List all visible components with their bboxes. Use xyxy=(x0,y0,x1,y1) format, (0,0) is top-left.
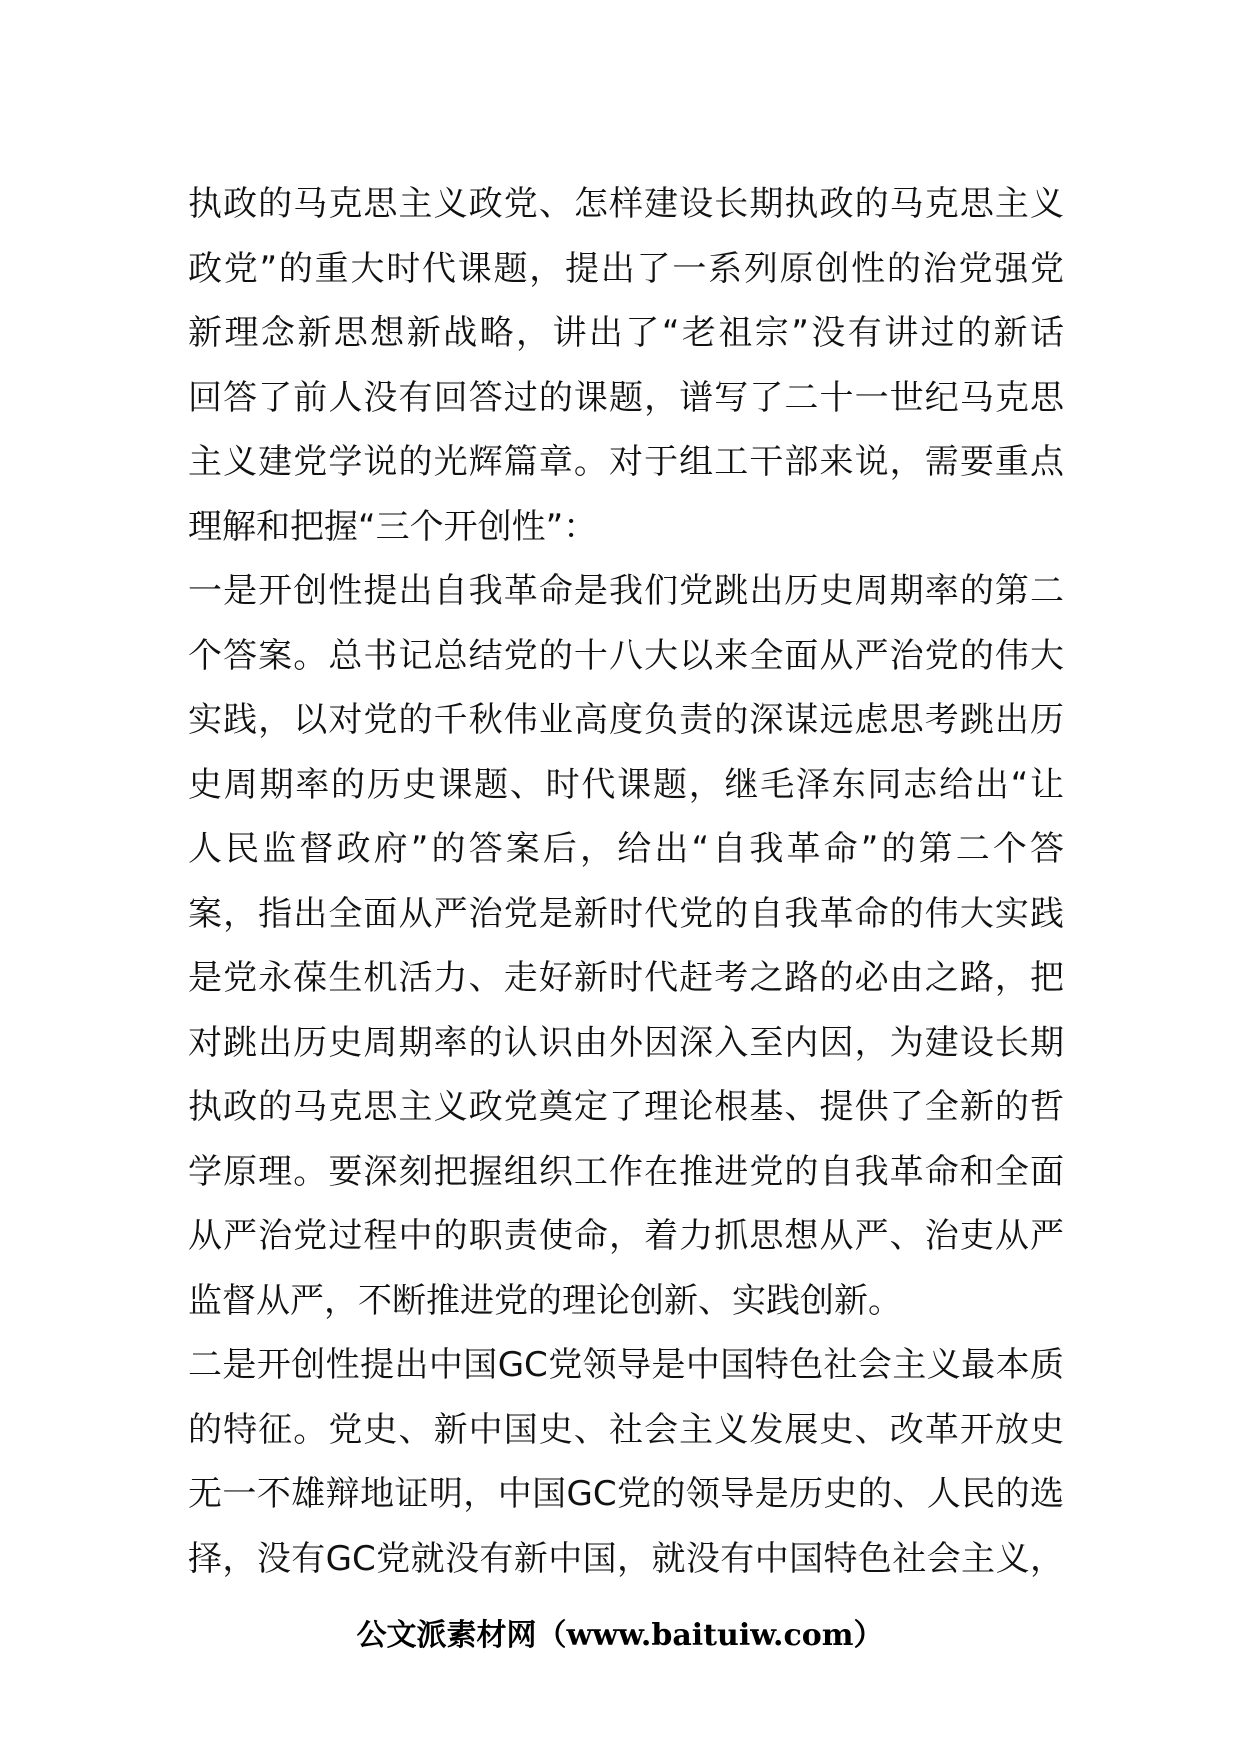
text-line: 理解和把握“三个开创性”： xyxy=(188,506,598,547)
text-line: 案，指出全面从严治党是新时代党的自我革命的伟大实践 xyxy=(188,893,1064,934)
text-line: 主义建党学说的光辉篇章。对于组工干部来说，需要重点 xyxy=(188,442,1064,482)
text-line: 人民监督政府”的答案后，给出“自我革命”的第二个答 xyxy=(188,829,1064,869)
text-line: 一是开创性提出自我革命是我们党跳出历史周期率的第二 xyxy=(188,571,1064,611)
body-text xyxy=(188,172,1064,1591)
text-line: 对跳出历史周期率的认识由外因深入至内因，为建设长期 xyxy=(188,1022,1064,1063)
text-line: 的特征。党史、新中国史、社会主义发展史、改革开放史 xyxy=(188,1409,1064,1450)
text-line: 二是开创性提出中国GC党领导是中国特色社会主义最本质 xyxy=(188,1345,1064,1385)
text-line: 回答了前人没有回答过的课题，谱写了二十一世纪马克思 xyxy=(188,377,1064,418)
text-line: 个答案。总书记总结党的十八大以来全面从严治党的伟大 xyxy=(188,635,1064,676)
text-line: 是党永葆生机活力、走好新时代赶考之路的必由之路，把 xyxy=(188,958,1064,998)
text-line: 政党”的重大时代课题，提出了一系列原创性的治党强党 xyxy=(188,248,1064,289)
text-line: 监督从严，不断推进党的理论创新、实践创新。 xyxy=(188,1280,902,1321)
text-line: 执政的马克思主义政党、怎样建设长期执政的马克思主义 xyxy=(188,184,1064,224)
text-line: 史周期率的历史课题、时代课题，继毛泽东同志给出“让 xyxy=(188,764,1064,805)
text-line: 无一不雄辩地证明，中国GC党的领导是历史的、人民的选 xyxy=(188,1474,1064,1514)
text-line: 新理念新思想新战略，讲出了“老祖宗”没有讲过的新话 xyxy=(188,313,1064,353)
text-line: 实践，以对党的千秋伟业高度负责的深谋远虑思考跳出历 xyxy=(188,700,1064,740)
text-line: 择，没有GC党就没有新中国，就没有中国特色社会主义， xyxy=(188,1538,1064,1579)
text-line: 执政的马克思主义政党奠定了理论根基、提供了全新的哲 xyxy=(188,1087,1064,1127)
text-line: 学原理。要深刻把握组织工作在推进党的自我革命和全面 xyxy=(188,1151,1064,1192)
footer-watermark: 公文派素材网（www.baituiw.com） xyxy=(356,1618,884,1653)
text-line: 从严治党过程中的职责使命，着力抓思想从严、治吏从严 xyxy=(188,1216,1064,1256)
